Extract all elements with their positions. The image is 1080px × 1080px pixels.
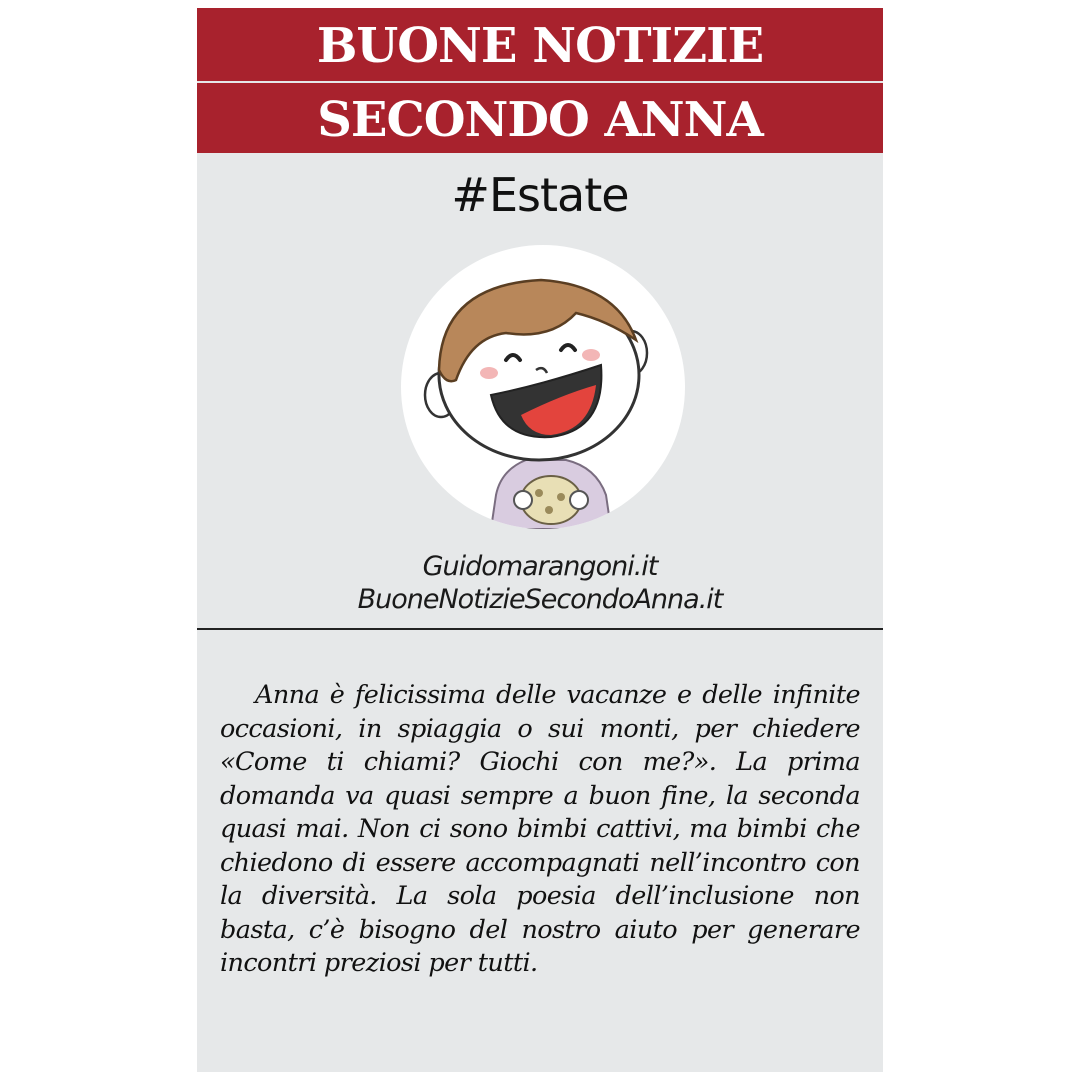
divider (197, 628, 883, 630)
avatar (401, 245, 685, 529)
column-card (197, 8, 883, 1072)
hashtag-title: #Estate (451, 168, 629, 222)
article-body: Anna è felicissima delle vacanze e delle infinite occasioni, in spiaggia o sui monti, per chiedere «Come ti chiami? Giochi con me?». La prima domanda va quasi sempre a buon fine, la seconda quasi mai. Non ci sono bimbi cattivi, ma bimbi che chiedono di essere accompagnati nell’incontro con la diversità. La sola poesia dell’inclusione non basta, c’è bisogno del nostro aiuto per generare incontri preziosi per tutti. (220, 680, 860, 978)
site-link-buonenotizie[interactable]: BuoneNotizieSecondoAnna.it (357, 584, 723, 615)
website-links (197, 550, 883, 616)
smiling-girl-icon (401, 245, 685, 529)
header-title-line-1: BUONE NOTIZIE (197, 8, 883, 81)
site-link-guidomarangoni[interactable]: Guidomarangoni.it (422, 551, 658, 582)
header-title-line-2: SECONDO ANNA (197, 83, 883, 153)
